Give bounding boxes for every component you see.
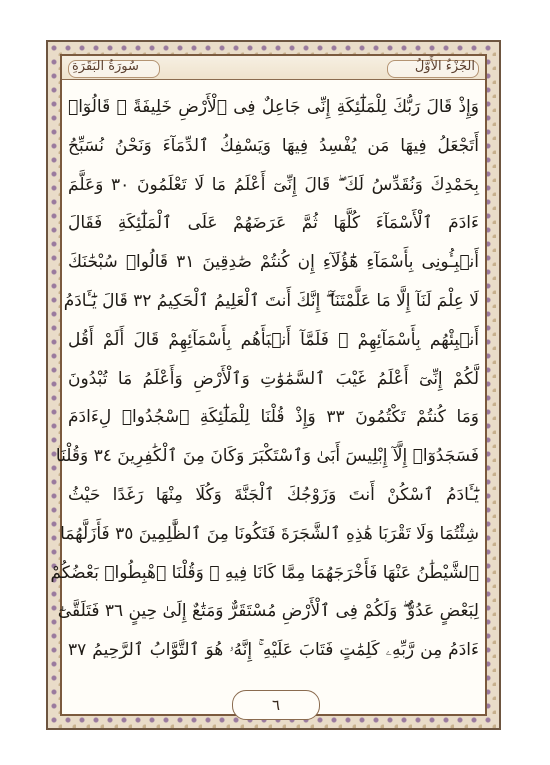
- text-line-6: لَا عِلْمَ لَنَآ إِلَّا مَا عَلَّمْتَنَآ ۖ إِنَّكَ أَنتَ ٱلْعَلِيمُ ٱلْحَكِيمُ ٣٢ قَالَ يَٰٓـَٔادَمُ: [63, 291, 479, 311]
- text-line-12: شِئْتُمَا وَلَا تَقْرَبَا هَٰذِهِ ٱلشَّجَرَةَ فَتَكُونَا مِنَ ٱلظَّٰلِمِينَ ٣٥ فَأَزَلَّهُمَا: [60, 523, 479, 544]
- text-line-15: ءَادَمُ مِن رَّبِّهِۦ كَلِمَٰتٍ فَتَابَ عَلَيْهِ ۚ إِنَّهُۥ هُوَ ٱلتَّوَّابُ ٱلرَّحِيمُ ٣٧: [68, 640, 479, 661]
- text-line-5: أَنۢبِـُٔونِى بِأَسْمَآءِ هَٰٓؤُلَآءِ إِن كُنتُمْ صَٰدِقِينَ ٣١ قَالُوا۟ سُبْحَٰنَكَ: [68, 252, 479, 273]
- text-line-7: أَنۢبِئْهُم بِأَسْمَآئِهِمْ ۖ فَلَمَّآ أَنۢبَأَهُم بِأَسْمَآئِهِمْ قَالَ أَلَمْ أَقُل: [68, 329, 479, 350]
- text-line-9: وَمَا كُنتُمْ تَكْتُمُونَ ٣٣ وَإِذْ قُلْنَا لِلْمَلَٰٓئِكَةِ ٱسْجُدُوا۟ لِءَادَمَ: [68, 407, 480, 428]
- text-line-14: لِبَعْضٍ عَدُوٌّ ۖ وَلَكُمْ فِى ٱلْأَرْضِ مُسْتَقَرٌّ وَمَتَٰعٌ إِلَىٰ حِينٍ ٣٦ فَتَلَقَّىٰٓ: [57, 601, 479, 622]
- text-line-4: ءَادَمَ ٱلْأَسْمَآءَ كُلَّهَا ثُمَّ عَرَضَهُمْ عَلَى ٱلْمَلَٰٓئِكَةِ فَقَالَ: [68, 213, 479, 234]
- text-line-11: يَٰٓـَٔادَمُ ٱسْكُنْ أَنتَ وَزَوْجُكَ ٱلْجَنَّةَ وَكُلَا مِنْهَا رَغَدًا حَيْثُ: [68, 485, 479, 505]
- surah-label: سُورَةُ البَقَرَةِ: [72, 59, 139, 74]
- text-line-3: بِحَمْدِكَ وَنُقَدِّسُ لَكَ ۖ قَالَ إِنِّىٓ أَعْلَمُ مَا لَا تَعْلَمُونَ ٣٠ وَعَلَّمَ: [68, 174, 479, 195]
- text-line-13: ٱلشَّيْطَٰنُ عَنْهَا فَأَخْرَجَهُمَا مِمَّا كَانَا فِيهِ ۖ وَقُلْنَا ٱهْبِطُوا۟ بَعْضُكُمْ: [50, 562, 479, 583]
- quran-text-block: [50, 88, 480, 670]
- page-header: [62, 56, 485, 80]
- page-number: ٦: [232, 690, 320, 720]
- text-line-8: لَّكُمْ إِنِّىٓ أَعْلَمُ غَيْبَ ٱلسَّمَٰوَٰتِ وَٱلْأَرْضِ وَأَعْلَمُ مَا تُبْدُونَ: [68, 368, 479, 389]
- text-line-1: وَإِذْ قَالَ رَبُّكَ لِلْمَلَٰٓئِكَةِ إِنِّى جَاعِلٌ فِى ٱلْأَرْضِ خَلِيفَةً ۖ قَالُوٓا۟: [68, 97, 479, 117]
- text-line-10: فَسَجَدُوٓا۟ إِلَّآ إِبْلِيسَ أَبَىٰ وَٱسْتَكْبَرَ وَكَانَ مِنَ ٱلْكَٰفِرِينَ ٣٤ وَقُلْنَا: [55, 446, 479, 467]
- text-line-2: أَتَجْعَلُ فِيهَا مَن يُفْسِدُ فِيهَا وَيَسْفِكُ ٱلدِّمَآءَ وَنَحْنُ نُسَبِّحُ: [68, 135, 479, 156]
- juz-label: الجُزْءُ الأَوَّلُ: [414, 59, 475, 74]
